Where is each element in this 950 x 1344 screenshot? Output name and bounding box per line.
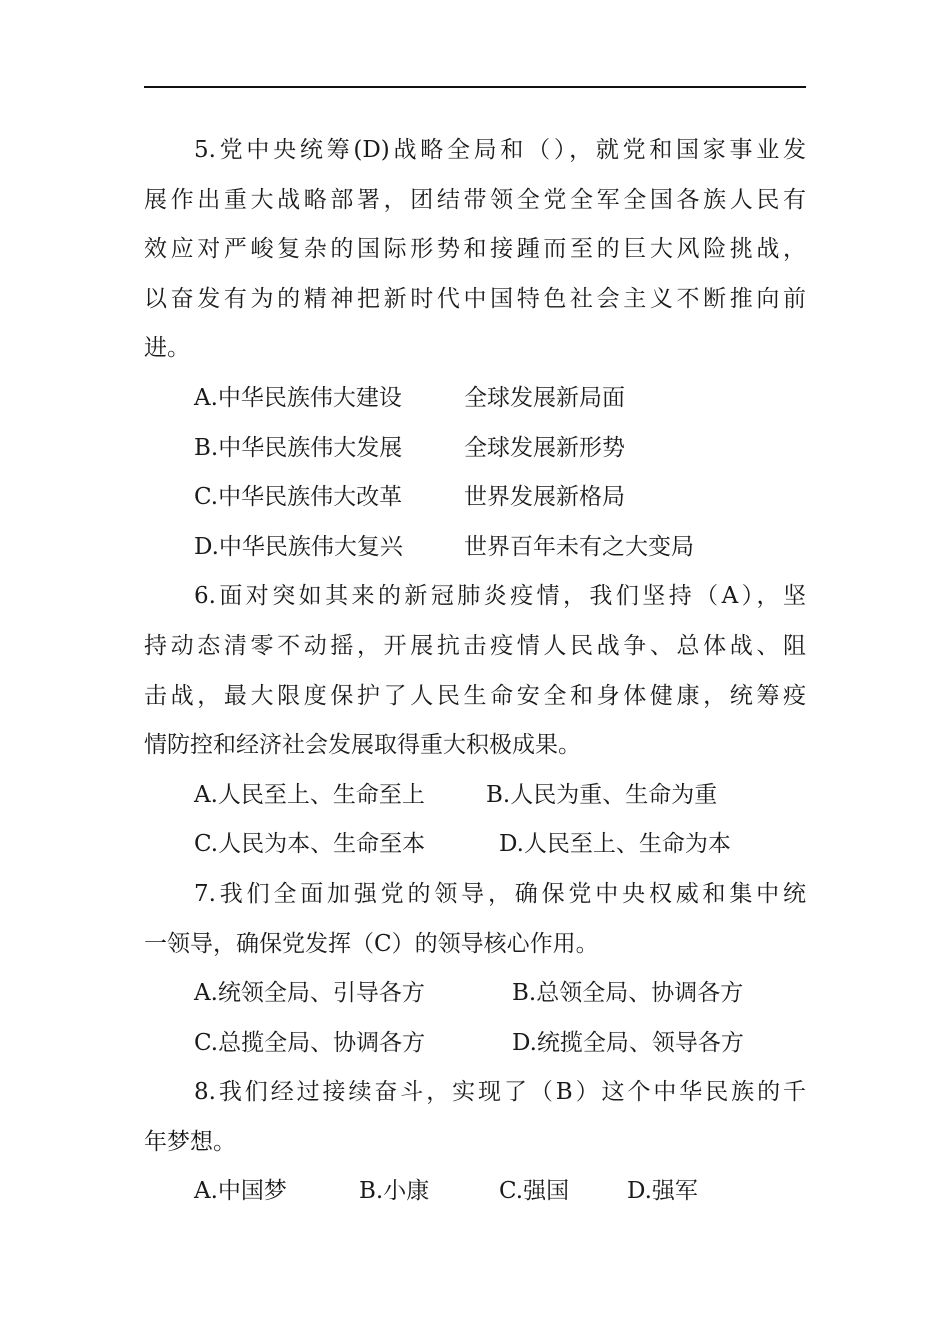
option-c: C.中华民族伟大改革 世界发展新格局 — [194, 484, 625, 511]
question-text-line: 效应对严峻复杂的国际形势和接踵而至的巨大风险挑战， — [144, 236, 806, 263]
question-8 — [144, 1068, 806, 1217]
question-text-line: 8.我们经过接续奋斗，实现了（B）这个中华民族的千 — [194, 1079, 806, 1106]
option-d: D.强军 — [627, 1178, 698, 1205]
question-text-line: 击战，最大限度保护了人民生命安全和身体健康，统筹疫 — [144, 682, 806, 709]
question-text-line: 持动态清零不动摇，开展抗击疫情人民战争、总体战、阻 — [144, 632, 806, 659]
option-row: C.人民为本、生命至本 D.人民至上、生命为本 — [194, 831, 731, 858]
option-d: D.中华民族伟大复兴 世界百年未有之大变局 — [194, 533, 694, 560]
question-text-line: 年梦想。 — [144, 1128, 236, 1155]
option-b: B.小康 — [359, 1178, 430, 1205]
option-row — [144, 1167, 806, 1217]
question-5 — [144, 126, 806, 572]
header-rule — [144, 86, 806, 88]
option-row: A.统领全局、引导各方 B.总领全局、协调各方 — [194, 980, 744, 1007]
option-row: C.总揽全局、协调各方 D.统揽全局、领导各方 — [194, 1029, 744, 1056]
document-body — [144, 126, 806, 1217]
question-7 — [144, 870, 806, 1068]
option-c: C.强国 — [499, 1178, 570, 1205]
question-text-line: 7.我们全面加强党的领导，确保党中央权威和集中统 — [194, 880, 806, 907]
question-text-line: 5.党中央统筹(D)战略全局和（），就党和国家事业发 — [194, 137, 806, 163]
option-b: B.中华民族伟大发展 全球发展新形势 — [194, 434, 625, 461]
question-text-line: 情防控和经济社会发展取得重大积极成果。 — [144, 732, 581, 759]
question-text-line: 以奋发有为的精神把新时代中国特色社会主义不断推向前 — [144, 285, 806, 312]
option-row: A.人民至上、生命至上 B.人民为重、生命为重 — [194, 781, 718, 808]
option-a: A.中华民族伟大建设 全球发展新局面 — [194, 384, 625, 411]
question-text-line: 展作出重大战略部署，团结带领全党全军全国各族人民有 — [144, 186, 806, 213]
option-a: A.中国梦 — [194, 1178, 287, 1205]
question-text-line: 一领导，确保党发挥（C）的领导核心作用。 — [144, 930, 599, 957]
question-text-line: 6.面对突如其来的新冠肺炎疫情，我们坚持（A），坚 — [194, 583, 806, 610]
question-text-line: 进。 — [144, 335, 190, 362]
question-6 — [144, 572, 806, 870]
